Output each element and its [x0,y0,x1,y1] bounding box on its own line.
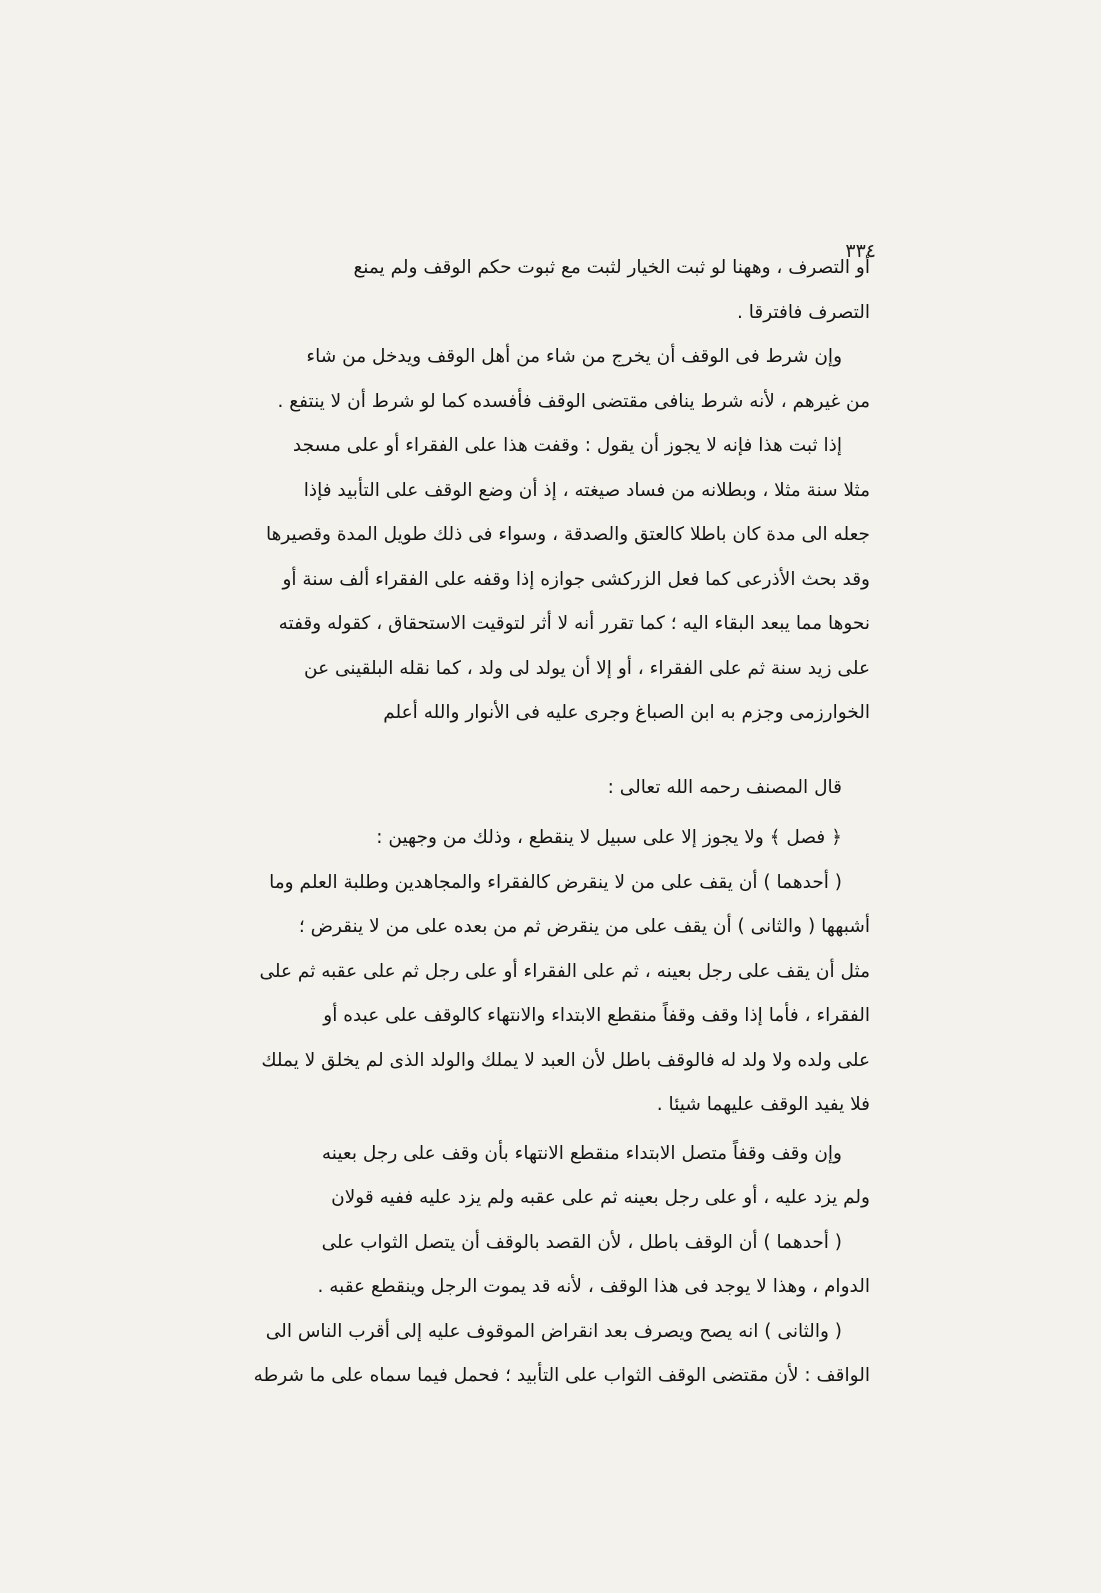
page-text [200,246,870,1399]
text-line: الدوام ، وهذا لا يوجد فى هذا الوقف ، لأنه قد يموت الرجل وينقطع عقبه . [317,1276,870,1297]
text-line: الخوارزمى وجزم به ابن الصباغ وجرى عليه فى الأنوار والله أعلم [383,702,870,723]
text-line: من غيرهم ، لأنه شرط ينافى مقتضى الوقف فأفسده كما لو شرط أن لا ينتفع . [277,390,870,412]
text-line: الفقراء ، فأما إذا وقف وقفاً منقطع الابتداء والانتهاء كالوقف على عبده أو [323,1005,870,1026]
text-line: أشبهها ( والثانى ) أن يقف على من ينقرض ثم من بعده على من لا ينقرض ؛ [298,916,870,937]
text-line: إذا ثبت هذا فإنه لا يجوز أن يقول : وقفت هذا على الفقراء أو على مسجد [292,435,842,456]
text-line: ( أحدهما ) أن الوقف باطل ، لأن القصد بالوقف أن يتصل الثواب على [321,1231,842,1253]
author-heading: قال المصنف رحمه الله تعالى : [607,776,842,798]
text-line: التصرف فافترقا . [736,301,870,323]
text-line: على ولده ولا ولد له فالوقف باطل لأن العبد لا يملك والولد الذى لم يخلق لا يملك [261,1049,870,1071]
text-line: فلا يفيد الوقف عليهما شيئا . [656,1094,870,1115]
text-line: جعله الى مدة كان باطلا كالعتق والصدقة ، وسواء فى ذلك طويل المدة وقصيرها [265,524,870,545]
text-line: نحوها مما يبعد البقاء اليه ؛ كما تقرر أنه لا أثر لتوقيت الاستحقاق ، كقوله وقفته [278,613,870,634]
text-line: وإن شرط فى الوقف أن يخرج من شاء من أهل الوقف ويدخل من شاء [306,346,842,367]
text-line: على زيد سنة ثم على الفقراء ، أو إلا أن يولد لى ولد ، كما نقله البلقينى عن [304,657,870,679]
section-heading: ﴿ فصل ﴾ ولا يجوز إلا على سبيل لا ينقطع ، وذلك من وجهين : [376,827,842,848]
page-number: ٣٣٤ [845,240,876,262]
text-line: ( أحدهما ) أن يقف على من لا ينقرض كالفقراء والمجاهدين وطلبة العلم وما [269,871,842,893]
text-line: ولم يزد عليه ، أو على رجل بعينه ثم على عقبه ولم يزد عليه ففيه قولان [331,1187,870,1208]
text-line: الواقف : لأن مقتضى الوقف الثواب على التأبيد ؛ فحمل فيما سماه على ما شرطه [253,1365,870,1386]
text-line: مثلا سنة مثلا ، وبطلانه من فساد صيغته ، إذ أن وضع الوقف على التأبيد فإذا [303,479,870,501]
text-line: وقد بحث الأذرعى كما فعل الزركشى جوازه إذا وقفه على الفقراء ألف سنة أو [282,568,870,590]
text-line: ( والثانى ) انه يصح ويصرف بعد انقراض الموقوف عليه إلى أقرب الناس الى [265,1320,842,1342]
text-line: مثل أن يقف على رجل بعينه ، ثم على الفقراء أو على رجل ثم على عقبه ثم على [259,960,870,982]
text-line: أو التصرف ، وههنا لو ثبت الخيار لثبت مع ثبوت حكم الوقف ولم يمنع [353,257,870,278]
text-line: وإن وقف وقفاً متصل الابتداء منقطع الانتهاء بأن وقف على رجل بعينه [321,1142,842,1164]
